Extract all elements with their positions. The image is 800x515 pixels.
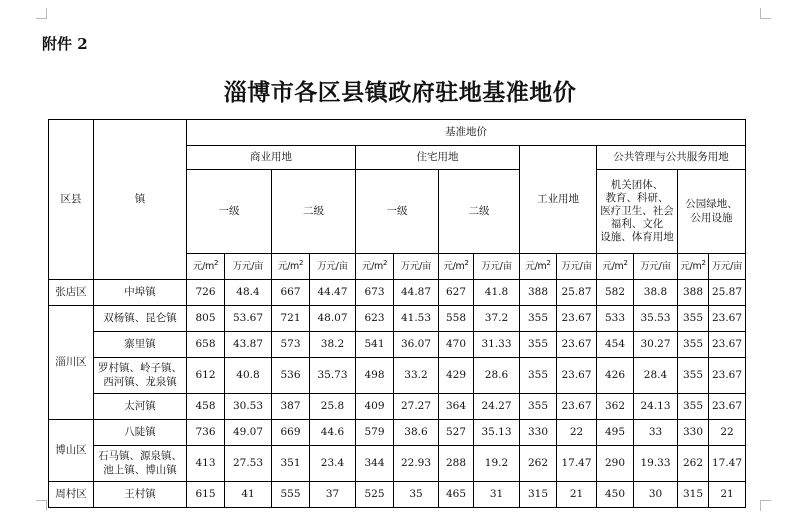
town-name-line: 王村镇 [124, 487, 156, 500]
district-cell: 周村区 [49, 482, 94, 508]
unit-cell-sqm: 元$/m^2$ [678, 254, 709, 280]
price-sqm-cell: 721 [272, 306, 310, 332]
price-sqm-cell: 667 [272, 280, 310, 306]
header-commercial-grade2: 二级 [272, 170, 356, 254]
price-sqm-cell: 615 [187, 482, 225, 508]
price-mu-cell: 19.2 [474, 446, 520, 482]
table-row [49, 280, 746, 306]
town-name-line: 寨里镇 [124, 337, 156, 350]
price-mu-cell: 36.07 [394, 332, 439, 358]
price-sqm-cell: 533 [597, 306, 634, 332]
price-sqm-cell: 409 [356, 394, 394, 420]
price-sqm-cell: 623 [356, 306, 394, 332]
page-corner-mark-bottom-right [760, 500, 771, 511]
page-corner-mark-bottom-left [36, 500, 47, 511]
price-sqm-cell: 558 [439, 306, 474, 332]
price-sqm-cell: 288 [439, 446, 474, 482]
town-cell [94, 420, 187, 446]
price-mu-cell: 33 [634, 420, 678, 446]
price-mu-cell: 23.67 [709, 394, 746, 420]
price-sqm-cell: 344 [356, 446, 394, 482]
price-mu-cell: 22 [709, 420, 746, 446]
price-sqm-cell: 736 [187, 420, 225, 446]
price-sqm-cell: 413 [187, 446, 225, 482]
town-name-line: 太河镇 [124, 399, 156, 412]
price-sqm-cell: 355 [520, 332, 557, 358]
price-mu-cell: 23.67 [557, 358, 597, 394]
price-mu-cell: 21 [709, 482, 746, 508]
price-mu-cell: 30.27 [634, 332, 678, 358]
price-mu-cell: 23.67 [709, 358, 746, 394]
town-name-line: 西河镇、龙泉镇 [103, 375, 177, 388]
price-mu-cell: 30.53 [225, 394, 272, 420]
header-residential-grade1: 一级 [356, 170, 439, 254]
price-mu-cell: 25.87 [709, 280, 746, 306]
town-name-line: 中埠镇 [124, 285, 156, 298]
unit-cell-sqm: 元$/m^2$ [520, 254, 557, 280]
header-public-agency [597, 170, 678, 254]
price-sqm-cell: 315 [520, 482, 557, 508]
header-public-agency-line: 教育、科研、 [605, 191, 669, 204]
price-mu-cell: 17.47 [557, 446, 597, 482]
price-sqm-cell: 536 [272, 358, 310, 394]
price-sqm-cell: 465 [439, 482, 474, 508]
price-sqm-cell: 362 [597, 394, 634, 420]
town-cell [94, 332, 187, 358]
town-name-line: 池上镇、博山镇 [103, 463, 177, 476]
price-sqm-cell: 612 [187, 358, 225, 394]
price-sqm-cell: 355 [520, 306, 557, 332]
price-mu-cell: 33.2 [394, 358, 439, 394]
page-title: 淄博市各区县镇政府驻地基准地价 [223, 79, 577, 106]
price-mu-cell: 28.6 [474, 358, 520, 394]
land-price-table [48, 119, 746, 508]
price-sqm-cell: 458 [187, 394, 225, 420]
attachment-label: 附件 2 [42, 35, 88, 53]
header-public-agency-line: 设施、体育用地 [600, 231, 674, 244]
town-cell [94, 280, 187, 306]
price-mu-cell: 23.67 [709, 332, 746, 358]
town-cell [94, 446, 187, 482]
town-name-line: 石马镇、源泉镇、 [98, 450, 182, 463]
header-public-park: 公园绿地、公用设施 [678, 170, 746, 254]
price-sqm-cell: 355 [678, 332, 709, 358]
price-sqm-cell: 805 [187, 306, 225, 332]
table-row [49, 446, 746, 482]
price-mu-cell: 35.13 [474, 420, 520, 446]
page-corner-mark-top-left [36, 8, 47, 19]
header-public-agency-line: 医疗卫生、社会 [600, 204, 674, 217]
price-sqm-cell: 355 [678, 394, 709, 420]
price-sqm-cell: 315 [678, 482, 709, 508]
price-sqm-cell: 330 [678, 420, 709, 446]
price-sqm-cell: 454 [597, 332, 634, 358]
price-mu-cell: 35 [394, 482, 439, 508]
price-mu-cell: 44.87 [394, 280, 439, 306]
district-cell: 张店区 [49, 280, 94, 306]
unit-cell-mu: 万元/亩 [709, 254, 746, 280]
price-sqm-cell: 673 [356, 280, 394, 306]
town-name-line: 双杨镇、昆仑镇 [103, 311, 177, 324]
district-cell: 淄川区 [49, 306, 94, 420]
price-mu-cell: 38.8 [634, 280, 678, 306]
price-mu-cell: 23.67 [709, 306, 746, 332]
price-mu-cell: 23.4 [310, 446, 356, 482]
header-industrial: 工业用地 [520, 146, 597, 254]
price-mu-cell: 22.93 [394, 446, 439, 482]
price-mu-cell: 43.87 [225, 332, 272, 358]
price-mu-cell: 41 [225, 482, 272, 508]
town-cell [94, 394, 187, 420]
price-mu-cell: 37 [310, 482, 356, 508]
price-sqm-cell: 355 [678, 358, 709, 394]
price-sqm-cell: 388 [678, 280, 709, 306]
town-name-line: 罗村镇、岭子镇、 [98, 362, 182, 375]
price-sqm-cell: 627 [439, 280, 474, 306]
district-cell: 博山区 [49, 420, 94, 482]
price-mu-cell: 27.53 [225, 446, 272, 482]
price-sqm-cell: 573 [272, 332, 310, 358]
table-row [49, 420, 746, 446]
price-sqm-cell: 429 [439, 358, 474, 394]
unit-cell-sqm: 元$/m^2$ [356, 254, 394, 280]
price-mu-cell: 40.8 [225, 358, 272, 394]
price-mu-cell: 24.27 [474, 394, 520, 420]
header-residential-grade2: 二级 [439, 170, 520, 254]
price-sqm-cell: 355 [520, 358, 557, 394]
price-sqm-cell: 525 [356, 482, 394, 508]
price-sqm-cell: 351 [272, 446, 310, 482]
price-sqm-cell: 290 [597, 446, 634, 482]
unit-cell-sqm: 元$/m^2$ [272, 254, 310, 280]
header-district: 区县 [49, 120, 94, 280]
price-sqm-cell: 450 [597, 482, 634, 508]
price-sqm-cell: 262 [678, 446, 709, 482]
unit-cell-mu: 万元/亩 [394, 254, 439, 280]
price-sqm-cell: 498 [356, 358, 394, 394]
price-sqm-cell: 527 [439, 420, 474, 446]
price-mu-cell: 49.07 [225, 420, 272, 446]
price-sqm-cell: 726 [187, 280, 225, 306]
price-sqm-cell: 387 [272, 394, 310, 420]
price-mu-cell: 31 [474, 482, 520, 508]
price-sqm-cell: 388 [520, 280, 557, 306]
unit-cell-mu: 万元/亩 [225, 254, 272, 280]
price-mu-cell: 19.33 [634, 446, 678, 482]
price-mu-cell: 41.53 [394, 306, 439, 332]
price-sqm-cell: 426 [597, 358, 634, 394]
unit-cell-sqm: 元$/m^2$ [597, 254, 634, 280]
town-name-line: 八陡镇 [124, 425, 156, 438]
price-sqm-cell: 355 [678, 306, 709, 332]
price-sqm-cell: 658 [187, 332, 225, 358]
price-mu-cell: 48.07 [310, 306, 356, 332]
header-public-agency-line: 机关团体、 [610, 178, 664, 191]
price-mu-cell: 23.67 [557, 306, 597, 332]
price-mu-cell: 21 [557, 482, 597, 508]
header-public-service: 公共管理与公共服务用地 [597, 146, 746, 170]
price-sqm-cell: 582 [597, 280, 634, 306]
price-mu-cell: 23.67 [557, 332, 597, 358]
page-corner-mark-top-right [760, 8, 771, 19]
price-mu-cell: 23.67 [557, 394, 597, 420]
price-mu-cell: 35.53 [634, 306, 678, 332]
unit-cell-mu: 万元/亩 [310, 254, 356, 280]
unit-cell-sqm: 元$/m^2$ [439, 254, 474, 280]
price-mu-cell: 37.2 [474, 306, 520, 332]
price-mu-cell: 48.4 [225, 280, 272, 306]
price-sqm-cell: 555 [272, 482, 310, 508]
header-public-agency-line: 福利、文化 [610, 218, 664, 231]
price-mu-cell: 25.8 [310, 394, 356, 420]
header-residential: 住宅用地 [356, 146, 520, 170]
price-mu-cell: 27.27 [394, 394, 439, 420]
table-row [49, 394, 746, 420]
price-sqm-cell: 330 [520, 420, 557, 446]
price-mu-cell: 35.73 [310, 358, 356, 394]
unit-cell-mu: 万元/亩 [634, 254, 678, 280]
price-sqm-cell: 470 [439, 332, 474, 358]
unit-cell-sqm: 元$/m^2$ [187, 254, 225, 280]
price-mu-cell: 22 [557, 420, 597, 446]
price-sqm-cell: 364 [439, 394, 474, 420]
price-mu-cell: 30 [634, 482, 678, 508]
price-sqm-cell: 495 [597, 420, 634, 446]
table-row [49, 482, 746, 508]
price-mu-cell: 44.47 [310, 280, 356, 306]
unit-cell-mu: 万元/亩 [474, 254, 520, 280]
price-sqm-cell: 669 [272, 420, 310, 446]
price-mu-cell: 53.67 [225, 306, 272, 332]
price-mu-cell: 25.87 [557, 280, 597, 306]
price-mu-cell: 44.6 [310, 420, 356, 446]
price-sqm-cell: 541 [356, 332, 394, 358]
price-mu-cell: 17.47 [709, 446, 746, 482]
header-town: 镇 [94, 120, 187, 280]
town-cell [94, 482, 187, 508]
table-row [49, 306, 746, 332]
table-row [49, 358, 746, 394]
price-sqm-cell: 579 [356, 420, 394, 446]
town-cell [94, 306, 187, 332]
price-mu-cell: 28.4 [634, 358, 678, 394]
unit-cell-mu: 万元/亩 [557, 254, 597, 280]
table-row [49, 332, 746, 358]
price-mu-cell: 41.8 [474, 280, 520, 306]
price-mu-cell: 38.2 [310, 332, 356, 358]
price-sqm-cell: 262 [520, 446, 557, 482]
price-mu-cell: 24.13 [634, 394, 678, 420]
price-mu-cell: 38.6 [394, 420, 439, 446]
price-sqm-cell: 355 [520, 394, 557, 420]
header-commercial: 商业用地 [187, 146, 356, 170]
price-mu-cell: 31.33 [474, 332, 520, 358]
header-base-price: 基准地价 [187, 120, 746, 146]
header-commercial-grade1: 一级 [187, 170, 272, 254]
town-cell [94, 358, 187, 394]
